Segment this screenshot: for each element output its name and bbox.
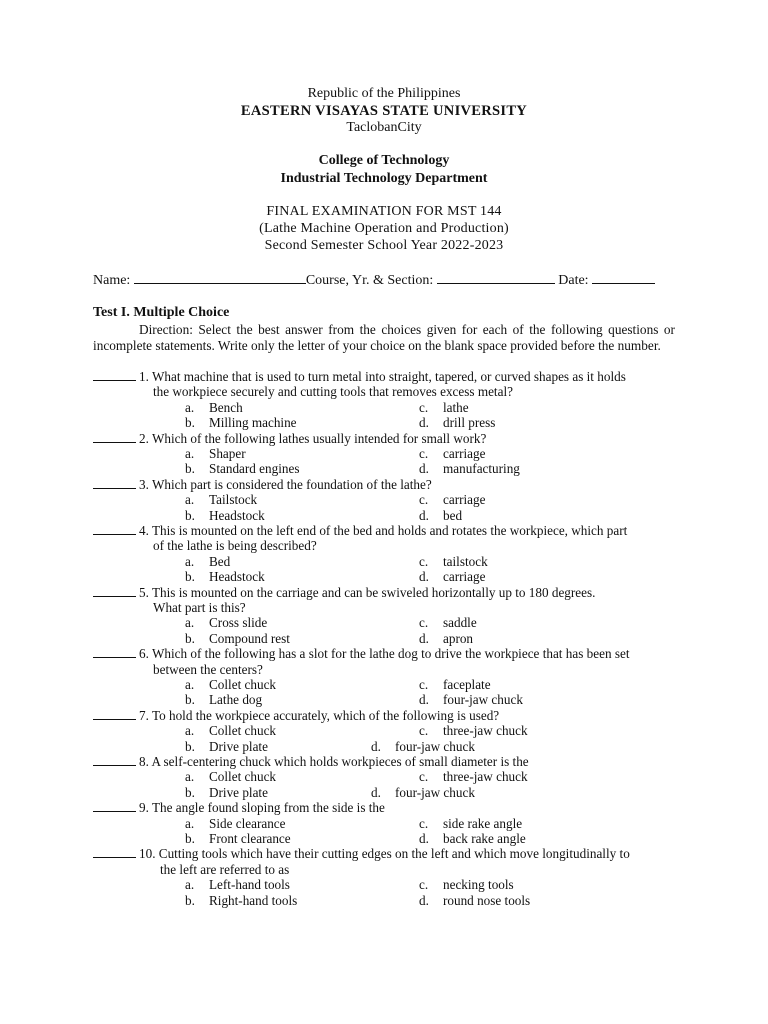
choice-letter: b. — [185, 692, 195, 708]
choice-a — [185, 554, 230, 569]
choice-a — [185, 492, 257, 507]
exam-subtitle: (Lathe Machine Operation and Production) — [259, 221, 509, 236]
question-text: 2. Which of the following lathes usually intended for small work? — [139, 430, 487, 446]
question-text-continued: the workpiece securely and cutting tools that removes excess metal? — [153, 384, 513, 400]
choice-text: Headstock — [209, 569, 265, 585]
choice-text: Cross slide — [209, 615, 268, 631]
answer-blank[interactable] — [93, 646, 136, 658]
choice-row — [93, 508, 683, 523]
choice-b — [185, 739, 268, 754]
question-text: 7. To hold the workpiece accurately, which of the following is used? — [139, 707, 500, 723]
choice-text: Shaper — [209, 446, 246, 461]
choice-c — [419, 677, 491, 692]
college-name: College of Technology — [318, 153, 450, 168]
choice-letter: a. — [185, 723, 195, 739]
choice-text: Compound rest — [209, 630, 290, 646]
choice-d — [419, 569, 485, 584]
choice-row — [93, 446, 683, 461]
choice-letter: d. — [419, 692, 429, 708]
question-text: 1. What machine that is used to turn metal into straight, tapered, or curved shapes as it holds — [139, 369, 626, 384]
choice-c — [419, 769, 528, 784]
choice-a — [185, 677, 276, 692]
question-text-continued: the left are referred to as — [160, 861, 290, 877]
exam-title: FINAL EXAMINATION FOR MST 144 — [266, 204, 502, 219]
choice-text: Bed — [209, 553, 231, 569]
choice-b — [185, 631, 290, 646]
choice-text: back rake angle — [443, 830, 526, 846]
choice-row — [93, 631, 683, 646]
choice-a — [185, 816, 286, 831]
question-text-continued: What part is this? — [153, 599, 246, 615]
city-line: TaclobanCity — [346, 120, 422, 135]
choice-letter: b. — [185, 830, 195, 846]
choice-text: four-jaw chuck — [443, 692, 523, 708]
answer-blank[interactable] — [93, 846, 136, 858]
choice-b — [185, 415, 297, 430]
choice-letter: d. — [419, 830, 429, 846]
choice-letter: d. — [371, 738, 381, 754]
university-name: EASTERN VISAYAS STATE UNIVERSITY — [240, 103, 528, 119]
choice-c — [419, 554, 488, 569]
question-item — [93, 523, 683, 585]
choice-letter: c. — [419, 446, 429, 461]
choice-text: Standard engines — [209, 461, 300, 477]
choice-text: side rake angle — [443, 815, 523, 831]
choice-text: round nose tools — [443, 892, 531, 908]
choice-b — [185, 893, 297, 908]
choice-row — [93, 893, 683, 908]
choice-text: Lathe dog — [209, 692, 263, 708]
question-item — [93, 585, 683, 647]
question-text: 6. Which of the following has a slot for the lathe dog to drive the workpiece that has been set — [139, 646, 630, 662]
question-item — [93, 431, 683, 477]
choice-row — [93, 769, 683, 784]
choice-letter: a. — [185, 553, 195, 569]
choice-letter: b. — [185, 569, 195, 585]
choice-letter: a. — [185, 769, 195, 785]
choice-text: necking tools — [443, 877, 514, 893]
choice-text: Milling machine — [209, 415, 297, 431]
question-item — [93, 369, 683, 431]
choice-letter: d. — [419, 507, 429, 523]
choice-d — [419, 508, 462, 523]
choice-d — [419, 461, 520, 476]
choice-row — [93, 569, 683, 584]
choice-c — [419, 877, 514, 892]
choice-letter: b. — [185, 630, 195, 646]
choice-text: four-jaw chuck — [395, 784, 475, 800]
choice-row — [93, 877, 683, 892]
choice-a — [185, 400, 243, 415]
question-text: 10. Cutting tools which have their cutting edges on the left and which move longitudinally to — [139, 846, 630, 862]
question-item — [93, 800, 683, 846]
choice-letter: c. — [419, 615, 429, 631]
department-name: Industrial Technology Department — [280, 171, 488, 186]
choice-letter: a. — [185, 815, 195, 831]
republic-line: Republic of the Philippines — [307, 86, 461, 101]
choice-row — [93, 461, 683, 476]
test-title: Test I. Multiple Choice — [93, 305, 230, 320]
choice-text: Drive plate — [209, 738, 268, 754]
question-line — [93, 708, 683, 723]
name-label: Name: — [93, 273, 131, 288]
question-text-continued: between the centers? — [153, 661, 263, 677]
answer-blank[interactable] — [93, 708, 136, 720]
question-text-continued: of the lathe is being described? — [153, 538, 317, 554]
choice-letter: b. — [185, 507, 195, 523]
choice-text: carriage — [443, 569, 486, 585]
question-line — [93, 585, 683, 600]
choice-letter: d. — [419, 461, 429, 477]
choice-text: three-jaw chuck — [443, 723, 528, 739]
choice-text: Tailstock — [209, 492, 258, 508]
choice-text: Right-hand tools — [209, 892, 298, 908]
question-line — [93, 800, 683, 815]
answer-blank[interactable] — [93, 477, 136, 489]
choice-letter: c. — [419, 492, 429, 508]
choice-letter: b. — [185, 415, 195, 431]
choice-text: manufacturing — [443, 461, 520, 477]
choice-c — [419, 615, 477, 630]
choice-letter: a. — [185, 492, 195, 508]
choice-text: Headstock — [209, 507, 265, 523]
choice-letter: c. — [419, 815, 429, 831]
choice-letter: b. — [185, 461, 195, 477]
choice-row — [93, 400, 683, 415]
answer-blank[interactable] — [93, 585, 136, 597]
choice-a — [185, 877, 290, 892]
choice-c — [419, 446, 485, 461]
choice-row — [93, 492, 683, 507]
choice-letter: a. — [185, 399, 195, 415]
answer-blank[interactable] — [93, 800, 136, 812]
choice-text: Collet chuck — [209, 769, 277, 785]
question-list — [93, 369, 683, 908]
choice-letter: c. — [419, 676, 429, 692]
choice-text: three-jaw chuck — [443, 769, 528, 785]
choice-text: Front clearance — [209, 830, 291, 846]
choice-b — [185, 785, 268, 800]
choice-letter: b. — [185, 784, 195, 800]
question-line — [93, 646, 683, 661]
question-line — [93, 477, 683, 492]
question-line — [93, 754, 683, 769]
choice-letter: a. — [185, 446, 195, 461]
choice-row — [93, 677, 683, 692]
choice-letter: d. — [419, 630, 429, 646]
date-blank[interactable] — [592, 271, 655, 284]
choice-text: carriage — [443, 446, 486, 461]
choice-text: apron — [443, 630, 474, 646]
question-item — [93, 754, 683, 800]
choice-c — [419, 400, 469, 415]
choice-a — [185, 615, 267, 630]
question-text: 9. The angle found sloping from the side is the — [139, 800, 385, 816]
choice-text: Side clearance — [209, 815, 286, 831]
choice-text: Collet chuck — [209, 723, 277, 739]
choice-letter: b. — [185, 738, 195, 754]
choice-text: tailstock — [443, 553, 488, 569]
choice-row — [93, 816, 683, 831]
choice-text: bed — [443, 507, 463, 523]
direction-text — [93, 322, 675, 353]
choice-letter: b. — [185, 892, 195, 908]
choice-letter: a. — [185, 676, 195, 692]
question-text: 3. Which part is considered the foundation of the lathe? — [139, 476, 432, 492]
choice-text: drill press — [443, 415, 496, 431]
choice-text: four-jaw chuck — [395, 738, 475, 754]
answer-blank[interactable] — [93, 369, 136, 381]
choice-row — [93, 615, 683, 630]
choice-text: Left-hand tools — [209, 877, 290, 893]
choice-b — [185, 569, 265, 584]
question-item — [93, 477, 683, 523]
question-item — [93, 646, 683, 708]
question-text: 8. A self-centering chuck which holds workpieces of small diameter is the — [139, 753, 529, 769]
direction-body: Direction: Select the best answer from the choices given for each of the following questions or incomplete statements. Write only the letter of your choice on the blank space provided before the number. — [93, 322, 675, 353]
choice-row — [93, 692, 683, 707]
choice-letter: d. — [419, 569, 429, 585]
choice-a — [185, 446, 246, 461]
student-info-line — [93, 271, 683, 289]
choice-row — [93, 739, 683, 754]
choice-row — [93, 415, 683, 430]
answer-blank[interactable] — [93, 523, 136, 535]
name-blank[interactable] — [134, 271, 306, 284]
choice-row — [93, 785, 683, 800]
answer-blank[interactable] — [93, 431, 136, 443]
question-line — [93, 523, 683, 538]
choice-c — [419, 816, 522, 831]
date-label: Date: — [558, 273, 589, 288]
choice-text: saddle — [443, 615, 477, 631]
choice-row — [93, 554, 683, 569]
choice-letter: a. — [185, 877, 195, 893]
choice-letter: c. — [419, 553, 429, 569]
choice-text: carriage — [443, 492, 486, 508]
choice-b — [185, 831, 291, 846]
choice-row — [93, 831, 683, 846]
question-item — [93, 846, 683, 908]
choice-b — [185, 508, 265, 523]
question-line — [93, 431, 683, 446]
choice-b — [185, 692, 262, 707]
question-text: 4. This is mounted on the left end of the bed and holds and rotates the workpiece, which part — [139, 522, 628, 538]
course-blank[interactable] — [437, 271, 555, 284]
question-line — [93, 369, 683, 384]
choice-letter: c. — [419, 769, 429, 785]
choice-d — [419, 415, 495, 430]
choice-d — [371, 785, 475, 800]
choice-c — [419, 723, 528, 738]
course-label: Course, Yr. & Section: — [305, 273, 434, 288]
question-text: 5. This is mounted on the carriage and can be swiveled horizontally up to 180 degrees. — [139, 584, 596, 600]
question-item — [93, 708, 683, 754]
answer-blank[interactable] — [93, 754, 136, 766]
choice-text: Bench — [209, 399, 243, 415]
choice-letter: c. — [419, 723, 429, 739]
choice-letter: d. — [419, 415, 429, 431]
choice-letter: d. — [419, 892, 429, 908]
choice-letter: a. — [185, 615, 195, 631]
choice-letter: c. — [419, 399, 429, 415]
choice-d — [419, 893, 530, 908]
choice-text: Drive plate — [209, 784, 268, 800]
choice-b — [185, 461, 299, 476]
choice-d — [371, 739, 475, 754]
semester-line: Second Semester School Year 2022-2023 — [264, 238, 504, 253]
choice-letter: d. — [371, 784, 381, 800]
choice-d — [419, 692, 523, 707]
choice-text: faceplate — [443, 676, 491, 692]
choice-letter: c. — [419, 877, 429, 893]
choice-a — [185, 769, 276, 784]
question-line — [93, 846, 683, 861]
choice-text: lathe — [443, 399, 469, 415]
choice-c — [419, 492, 485, 507]
choice-d — [419, 631, 473, 646]
choice-text: Collet chuck — [209, 676, 277, 692]
choice-d — [419, 831, 526, 846]
choice-row — [93, 723, 683, 738]
choice-a — [185, 723, 276, 738]
